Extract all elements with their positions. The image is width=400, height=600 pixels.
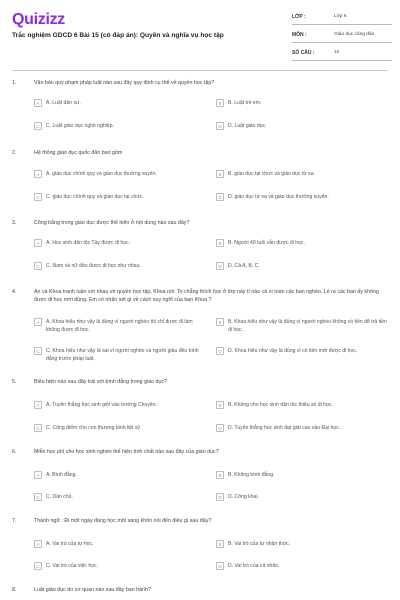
option-text: A. Học sinh dân tộc Tày được đi học. [46, 240, 130, 246]
meta-label: LỚP : [292, 14, 306, 20]
meta-row-subject [292, 30, 392, 43]
option-text: A. Bình đẳng. [46, 472, 77, 478]
option-text: C. Khoa hiểu như vậy là sai vì người nghèo và người giàu đều bình đẳng trước pháp luật. [46, 348, 199, 362]
meta-row-grade [292, 12, 392, 25]
meta-value: 10 [334, 50, 340, 55]
question-number: 6. [12, 449, 17, 455]
option-text: D. Tuyển thẳng học sinh đạt giải cao vào Đại học. [228, 425, 341, 431]
question-8 [12, 587, 388, 600]
option-letter-box: A [34, 239, 42, 247]
option-letter-box: D [216, 347, 224, 355]
option-letter-box: A [34, 540, 42, 548]
option-letter-box: D [216, 493, 224, 501]
question-text: Biểu hiện nào sau đây trái với bình đẳng trong giáo dục? [34, 379, 168, 385]
question-text: Luật giáo dục do cơ quan nào sau đây ban hành? [34, 587, 151, 593]
question-number: 8. [12, 587, 17, 593]
question-text: Hệ thống giáo dục quốc dân bao gồm [34, 150, 123, 156]
question-text: Công bằng trong giáo dục được thể hiện ở nội dung nào sau đây? [34, 220, 190, 226]
option-text: A. Khoa hiểu như vậy là đúng vì người nghèo thì chỉ được đi làm không được đi học. [46, 319, 193, 333]
question-number: 5. [12, 379, 17, 385]
option-letter-box: C [34, 562, 42, 570]
option-text: A. Tuyển thẳng học sinh giỏi vào trường Chuyên. [46, 402, 157, 408]
option-text: D. Vai trò của cá nhân. [228, 563, 280, 569]
question-5 [12, 379, 388, 437]
option-letter-box: C [34, 262, 42, 270]
option-text: A. Vai trò của tự học. [46, 541, 94, 547]
question-number: 1. [12, 80, 17, 86]
question-text: Văn bản quy phạm pháp luật nào sau đây quy định cụ thể về quyền học tập? [34, 80, 215, 86]
option-text: A. Luật dân sự. [46, 100, 81, 106]
option-text: A. giáo dục chính quy và giáo dục thường xuyên. [46, 171, 157, 177]
option-letter-box: C [34, 424, 42, 432]
option-text: C. Dân chủ. [46, 494, 73, 500]
question-2 [12, 150, 388, 208]
option-letter-box: C [34, 493, 42, 501]
option-text: D. Luật giáo dục. [228, 123, 267, 129]
option-text: B. Khoa hiểu như vậy là đúng vì người nghèo không có tiền để trả tiền đi học. [228, 319, 387, 333]
option-letter-box: A [34, 401, 42, 409]
option-letter-box: D [216, 562, 224, 570]
meta-label: SỐ CÂU : [292, 50, 315, 56]
meta-row-count [292, 48, 392, 61]
option-text: B. Luật trẻ em. [228, 100, 262, 106]
quizizz-logo: Quizizz [12, 11, 66, 28]
question-4 [12, 289, 388, 369]
option-letter-box: B [216, 540, 224, 548]
worksheet-title: Trắc nghiệm GDCD 6 Bài 15 (có đáp án): Quyền và nghĩa vụ học tập [12, 32, 224, 39]
option-text: C. Cộng điểm cho con thương binh liệt sỹ. [46, 425, 142, 431]
option-letter-box: B [216, 170, 224, 178]
question-number: 3. [12, 220, 17, 226]
worksheet-header [0, 0, 400, 70]
option-text: B. giáo dục tại chức và giáo dục từ xa. [228, 171, 315, 177]
option-text: B. Không bình đẳng. [228, 472, 275, 478]
option-text: C. Nam và nữ đều được đi học như nhau. [46, 263, 141, 269]
option-letter-box: D [216, 193, 224, 201]
meta-value: Giáo dục công dân [334, 32, 375, 37]
option-letter-box: C [34, 193, 42, 201]
option-letter-box: D [216, 424, 224, 432]
option-text: D. Khoa hiểu như vậy là đúng vì có tiền mới được đi học. [228, 348, 358, 354]
question-3 [12, 220, 388, 278]
option-text: B. Không cho học sinh dân tộc thiểu số đi học. [228, 402, 333, 408]
option-letter-box: D [216, 122, 224, 130]
option-text: D. Cả A, B, C. [228, 263, 260, 269]
option-letter-box: B [216, 99, 224, 107]
option-letter-box: B [216, 239, 224, 247]
question-number: 4. [12, 289, 17, 295]
option-text: D. Công khai. [228, 494, 259, 500]
question-text: Thành ngữ : Đi một ngày đàng học một sàng khôn nói đến điều gì sau đây? [34, 518, 212, 524]
meta-label: MÔN : [292, 32, 307, 38]
option-letter-box: A [34, 471, 42, 479]
meta-info [292, 12, 392, 66]
option-text: C. Vai trò của việc học. [46, 563, 98, 569]
question-text: Miễn học phí cho học sinh nghèo thể hiện tính chất nào sau đây của giáo dục? [34, 449, 219, 455]
option-text: D. giáo dục từ xa và giáo dục thường xuyên. [228, 194, 329, 200]
question-text: An và Khoa tranh luận với nhau về quyền học tập, Khoa nói: To chẳng thích học ở lớp này tí nào cả vì toàn các bạn nghèo. Lê ra các bạn ấy không được đi học mới đúng. Em có nhận xét gì về cách suy nghĩ của bạn Khoa ? [34, 289, 379, 303]
option-letter-box: C [34, 347, 42, 355]
question-1 [12, 80, 388, 138]
question-number: 2. [12, 150, 17, 156]
option-letter-box: B [216, 471, 224, 479]
option-text: B. Vai trò của tự nhận thức. [228, 541, 291, 547]
question-6 [12, 449, 388, 507]
option-letter-box: C [34, 122, 42, 130]
option-letter-box: A [34, 170, 42, 178]
option-letter-box: A [34, 99, 42, 107]
option-letter-box: A [34, 318, 42, 326]
option-letter-box: B [216, 318, 224, 326]
option-letter-box: B [216, 401, 224, 409]
header-divider [12, 70, 388, 71]
option-text: B. Người 40 tuổi vẫn được đi học. [228, 240, 305, 246]
question-number: 7. [12, 518, 17, 524]
meta-value: Lớp 6 [334, 14, 347, 19]
option-text: C. Luật giáo dục nghề nghiệp. [46, 123, 114, 129]
option-letter-box: D [216, 262, 224, 270]
option-text: C. giáo dục chính quy và giáo dục tại chức. [46, 194, 144, 200]
question-7 [12, 518, 388, 576]
